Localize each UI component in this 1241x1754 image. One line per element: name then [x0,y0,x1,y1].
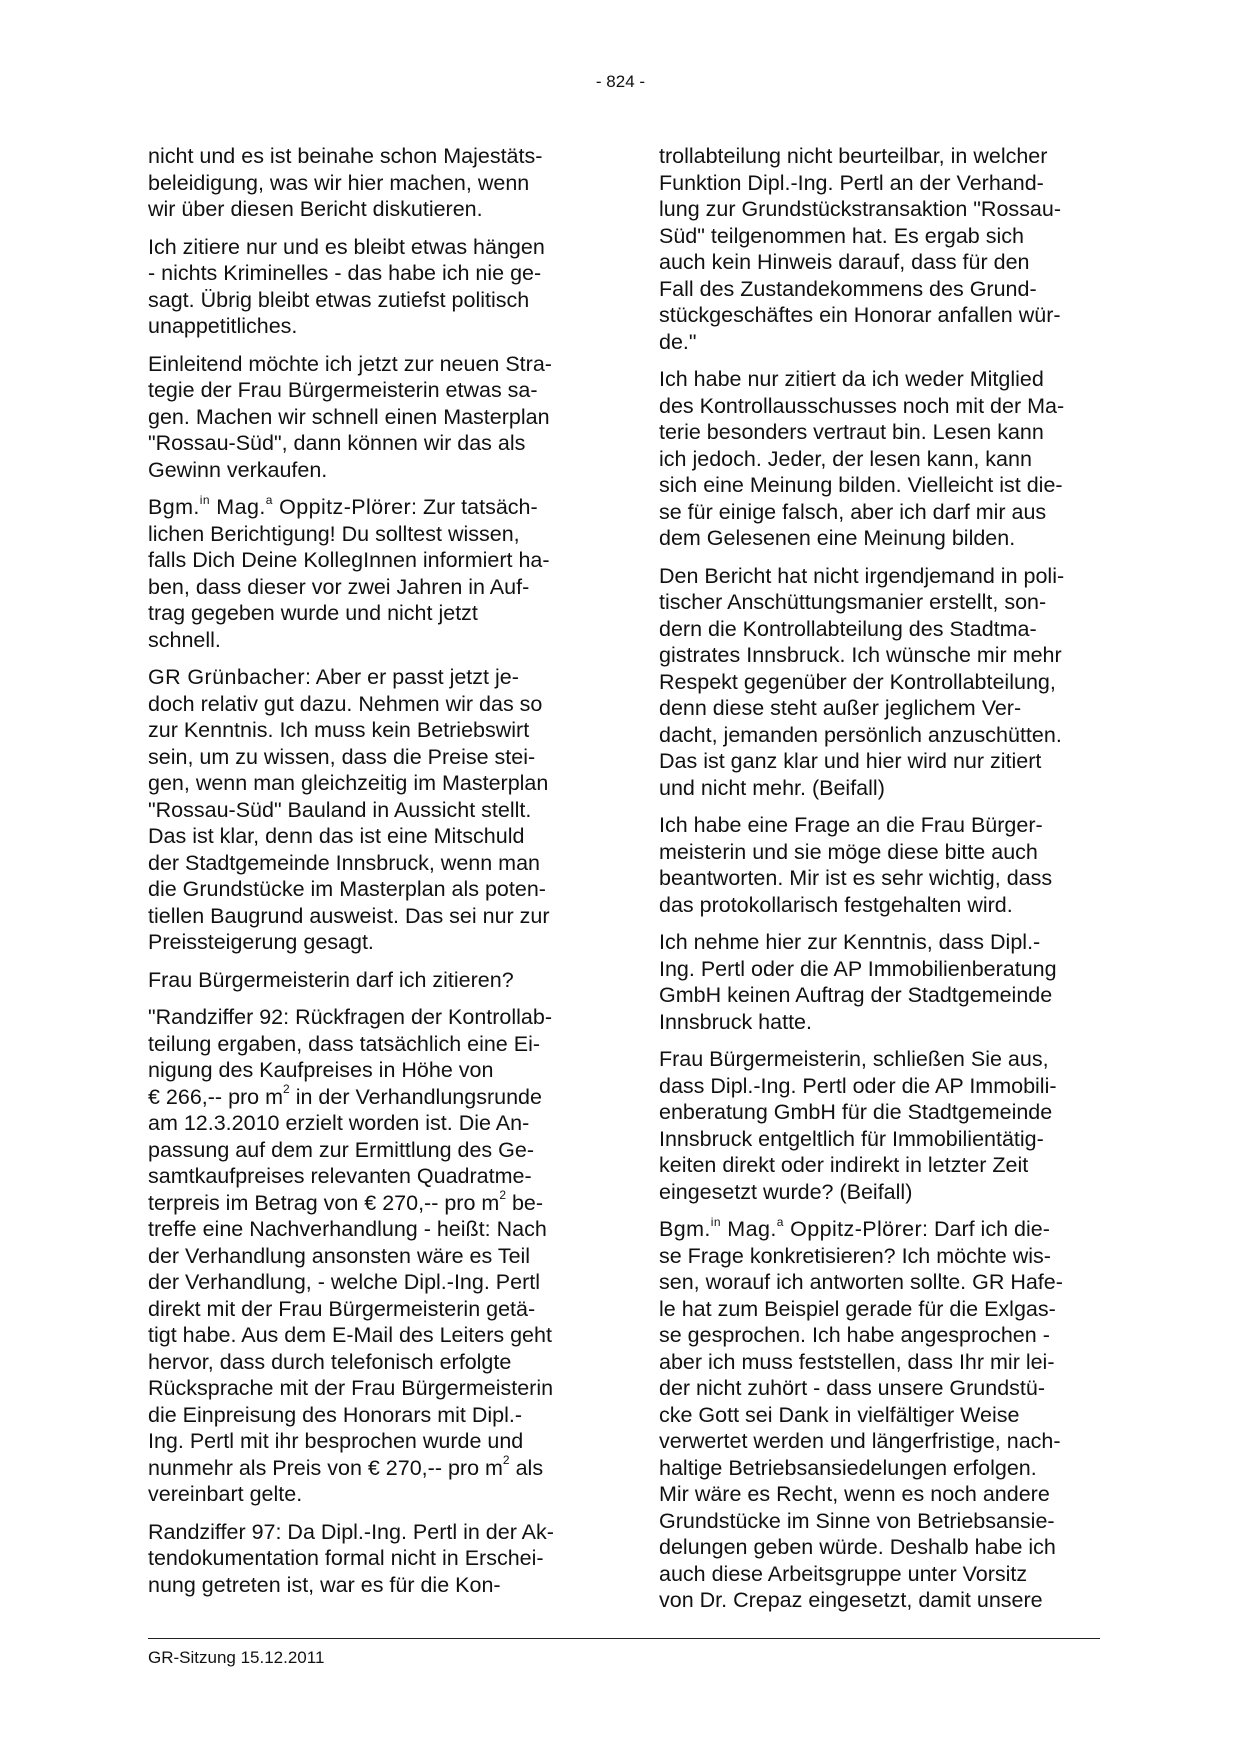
paragraph: trollabteilung nicht beurteilbar, in welcher Funktion Dipl.-Ing. Pertl an der Verhand- lung zur Grundstückstransaktion "Rossau- Süd" teilgenommen hat. Es ergab sich auch kein Hinweis darauf, dass für den Fall des Zustandekommens des Grund- stückgeschäftes ein Honorar anfallen wür- de." [659,144,1061,354]
speaker-name: Bgm.$^{in}$ Mag.$^a$ Oppitz-Plörer [659,1214,923,1241]
paragraph: Ich zitiere nur und es bleibt etwas hängen - nichts Kriminelles - das habe ich nie ge- sagt. Übrig bleibt etwas zutiefst politisch unappetitliches. [148,234,545,338]
left-column [148,143,588,1609]
paragraph: Randziffer 97: Da Dipl.-Ing. Pertl in der Ak- tendokumentation formal nicht in Erschei- nung getreten ist, war es für die Kon- [148,1519,554,1597]
speaker-paragraph-mayor: Bgm.$^{in}$ Mag.$^a$ Oppitz-Plörer: Darf ich die- se Frage konkretisieren? Ich möchte wis- sen, worauf ich antworten sollte. GR Hafe- le hat zum Beispiel gerade für die Exlgas- se gesprochen. Ich habe angesprochen - aber ich muss feststellen, dass Ihr mir lei- der nicht zuhört - dass unsere Grundstü- cke Gott sei Dank in vielfältiger Weise verwertet werden und längerfristige, nach- haltige Betriebsansiedelungen erfolgen. Mir wäre es Recht, wenn es noch andere Grundstücke im Sinne von Betriebsansie- delungen geben würde. Deshalb habe ich auch diese Arbeitsgruppe unter Vorsitz von Dr. Crepaz eingesetzt, damit unsere [659,1214,1063,1612]
footer-session-date: GR-Sitzung 15.12.2011 [148,1648,325,1667]
speaker-name: GR Grünbacher [148,665,305,689]
paragraph: Frau Bürgermeisterin, schließen Sie aus, dass Dipl.-Ing. Pertl oder die AP Immobili- enberatung GmbH für die Stadtgemeinde Innsbruck entgeltlich für Immobilientätig- keiten direkt oder indirekt in letzter Zeit eingesetzt wurde? (Beifall) [659,1047,1057,1204]
quotation-paragraph: "Randziffer 92: Rückfragen der Kontrollab- teilung ergaben, dass tatsächlich eine Ei- nigung des Kaufpreises in Höhe von € 266,-- pro $m^2$ in der Verhandlungsrunde am 12.3.2010 erzielt worden ist. Die An- passung auf dem zur Ermittlung des Ge- samtkaufpreises relevanten Quadratme- terpreis im Betrag von € 270,-- pro $m^2$ be- treffe eine Nachverhandlung - heißt: Nach der Verhandlung ansonsten wäre es Teil der Verhandlung, - welche Dipl.-Ing. Pertl direkt mit der Frau Bürgermeisterin getä- tigt habe. Aus dem E-Mail des Leiters geht hervor, dass durch telefonisch erfolgte Rücksprache mit der Frau Bürgermeisterin die Einpreisung des Honorars mit Dipl.- Ing. Pertl mit ihr besprochen wurde und nunmehr als Preis von € 270,-- pro $m^2$ als vereinbart gelte. [148,1005,554,1506]
paragraph: Frau Bürgermeisterin darf ich zitieren? [148,967,514,992]
footer-divider [148,1638,1100,1639]
speaker-paragraph-mayor: Bgm.$^{in}$ Mag.$^a$ Oppitz-Plörer: Zur tatsäch- lichen Berichtigung! Du solltest wissen, falls Dich Deine KollegInnen informiert ha- ben, dass dieser vor zwei Jahren in Auf- trag gegeben wurde und nicht jetzt schnell. [148,492,550,652]
speaker-name: Bgm.$^{in}$ Mag.$^a$ Oppitz-Plörer [148,492,412,519]
right-column [659,143,1099,1625]
paragraph: Ich habe nur zitiert da ich weder Mitglied des Kontrollausschusses noch mit der Ma- terie besonders vertraut bin. Lesen kann ich jedoch. Jeder, der lesen kann, kann sich eine Meinung bilden. Vielleicht ist die- se für einige falsch, aber ich darf mir aus dem Gelesenen eine Meinung bilden. [659,367,1065,550]
paragraph: nicht und es ist beinahe schon Majestäts- beleidigung, was wir hier machen, wenn wir über diesen Bericht diskutieren. [148,144,543,221]
speaker-paragraph-gruenbacher: GR Grünbacher: Aber er passt jetzt je- doch relativ gut dazu. Nehmen wir das so zur Kenntnis. Ich muss kein Betriebswirt sein, um zu wissen, dass die Preise stei- gen, wenn man gleichzeitig im Masterplan "Rossau-Süd" Bauland in Aussicht stellt. Das ist klar, denn das ist eine Mitschuld der Stadtgemeinde Innsbruck, wenn man die Grundstücke im Masterplan als poten- tiellen Baugrund ausweist. Das sei nur zur Preissteigerung gesagt. [148,665,550,954]
page-number: - 824 - [595,72,646,91]
paragraph: Den Bericht hat nicht irgendjemand in poli- tischer Anschüttungsmanier erstellt, son- dern die Kontrollabteilung des Stadtma- gistrates Innsbruck. Ich wünsche mir mehr Respekt gegenüber der Kontrollabteilung, denn diese steht außer jeglichem Ver- dacht, jemanden persönlich anzuschütten. Das ist ganz klar und hier wird nur zitiert und nicht mehr. (Beifall) [659,563,1065,800]
paragraph: Ich habe eine Frage an die Frau Bürger- meisterin und sie möge diese bitte auch beantworten. Mir ist es sehr wichtig, dass das protokollarisch festgehalten wird. [659,813,1053,917]
paragraph: Ich nehme hier zur Kenntnis, dass Dipl.- Ing. Pertl oder die AP Immobilienberatung GmbH keinen Auftrag der Stadtgemeinde Innsbruck hatte. [659,930,1057,1034]
paragraph: Einleitend möchte ich jetzt zur neuen Stra- tegie der Frau Bürgermeisterin etwas sa- gen. Machen wir schnell einen Masterplan "Rossau-Süd", dann können wir das als Gewinn verkaufen. [148,351,552,482]
